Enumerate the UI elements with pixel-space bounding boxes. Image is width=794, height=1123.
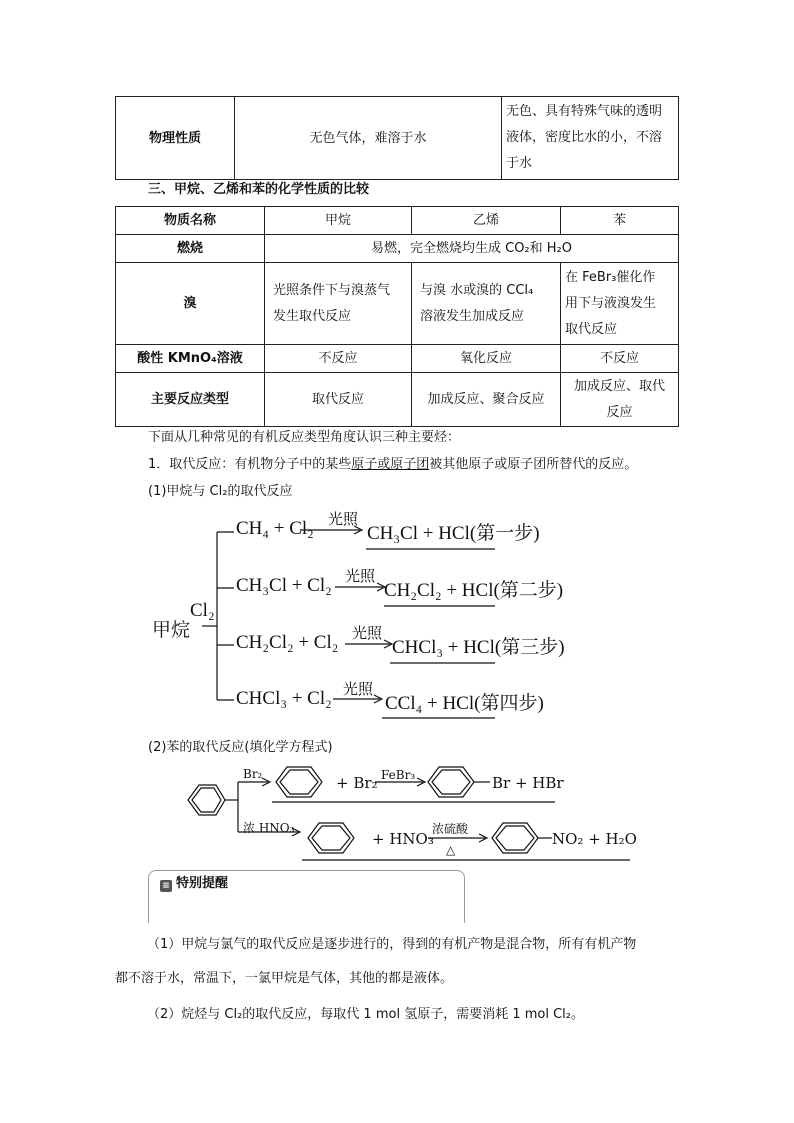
nitro-heat: △ — [446, 843, 456, 857]
ethylene-bromine: 与溴 水或溴的 CCl₄ 溶液发生加成反应 — [412, 263, 561, 345]
chemical-properties-table — [115, 206, 679, 427]
step3-rhs: CHCl₃ + HCl(第三步) — [392, 637, 565, 658]
row-label-kmno4: 酸性 KMnO₄溶液 — [116, 345, 265, 373]
step3-cond: 光照 — [352, 626, 383, 642]
benzene-bromine: 在 FeBr₃催化作 用下与液溴发生 取代反应 — [561, 263, 679, 345]
header-benzene: 苯 — [561, 207, 679, 235]
ethylene-kmno4: 氧化反应 — [412, 345, 561, 373]
methane-kmno4: 不反应 — [265, 345, 412, 373]
methane-type: 取代反应 — [265, 373, 412, 427]
step4-rhs: CCl₄ + HCl(第四步) — [385, 693, 544, 714]
ethylene-type: 加成反应、聚合反应 — [412, 373, 561, 427]
header-methane: 甲烷 — [265, 207, 412, 235]
row-label-burn: 燃烧 — [116, 235, 265, 263]
br-product: Br + HBr — [492, 774, 564, 792]
br-reagent: Br₂ — [243, 767, 263, 781]
section-title: 三、甲烷、乙烯和苯的化学性质的比较 — [148, 182, 370, 197]
subheading-methane: (1)甲烷与 Cl₂的取代反应 — [148, 484, 293, 499]
benzene-ring-icon — [188, 785, 225, 815]
tip-icon: ≡ — [160, 880, 172, 892]
row-label-physical: 物理性质 — [116, 97, 235, 180]
step3-lhs: CH₂Cl₂ + Cl₂ — [236, 632, 339, 653]
br-catalyst: FeBr₃ — [381, 768, 416, 782]
methane-bromine: 光照条件下与溴蒸气 发生取代反应 — [265, 263, 412, 345]
methane-reagent: Cl₂ — [190, 600, 215, 621]
nitro-plus: + HNO₃ — [372, 830, 434, 848]
step1-lhs: CH₄ + Cl₂ — [236, 518, 314, 539]
subheading-benzene: (2)苯的取代反应(填化学方程式) — [148, 740, 333, 755]
methane-root: 甲烷 — [152, 620, 191, 641]
header-name: 物质名称 — [116, 207, 265, 235]
step1-rhs: CH₃Cl + HCl(第一步) — [367, 523, 540, 544]
intro-text: 下面从几种常见的有机反应类型角度认识三种主要烃： — [148, 430, 461, 445]
nitro-reagent: 浓 HNO₃ — [243, 821, 295, 835]
nitrobenzene-ring-icon — [492, 823, 538, 853]
benzene-kmno4: 不反应 — [561, 345, 679, 373]
step1-cond: 光照 — [328, 512, 359, 528]
step2-cond: 光照 — [345, 569, 376, 585]
header-ethylene: 乙烯 — [412, 207, 561, 235]
step2-lhs: CH₃Cl + Cl₂ — [236, 575, 332, 596]
nitro-product: NO₂ + H₂O — [552, 830, 637, 848]
methane-physical: 无色气体，难溶于水 — [235, 97, 502, 180]
step4-cond: 光照 — [343, 682, 374, 698]
note-2: （2）烷烃与 Cl₂的取代反应，每取代 1 mol 氢原子，需要消耗 1 mol Cl₂。 — [147, 1007, 584, 1022]
step2-rhs: CH₂Cl₂ + HCl(第二步) — [384, 580, 564, 601]
nitro-catalyst: 浓硫酸 — [432, 822, 469, 836]
burn-value: 易燃，完全燃烧均生成 CO₂和 H₂O — [265, 235, 679, 263]
benzene-ring-icon — [308, 823, 354, 853]
benzene-physical: 无色、具有特殊气味的透明 液体，密度比水的小，不溶 于水 — [502, 97, 679, 180]
step4-lhs: CHCl₃ + Cl₂ — [236, 688, 332, 709]
benzene-type: 加成反应、取代 反应 — [561, 373, 679, 427]
bromobenzene-ring-icon — [428, 767, 474, 797]
physical-properties-table — [115, 96, 679, 180]
br-plus: + Br₂ — [336, 774, 378, 792]
benzene-ring-icon — [276, 767, 322, 797]
row-label-bromine: 溴 — [116, 263, 265, 345]
tip-label: ≡ 特别提醒 — [160, 872, 232, 892]
note-1: （1）甲烷与氯气的取代反应是逐步进行的，得到的有机产物是混合物，所有有机产物 都不溶于水，常温下，一氯甲烷是气体，其他的都是液体。 — [115, 937, 637, 986]
point1: 1．取代反应：有机物分子中的某些原子或原子团被其他原子或原子团所替代的反应。 — [148, 457, 638, 472]
row-label-type: 主要反应类型 — [116, 373, 265, 427]
